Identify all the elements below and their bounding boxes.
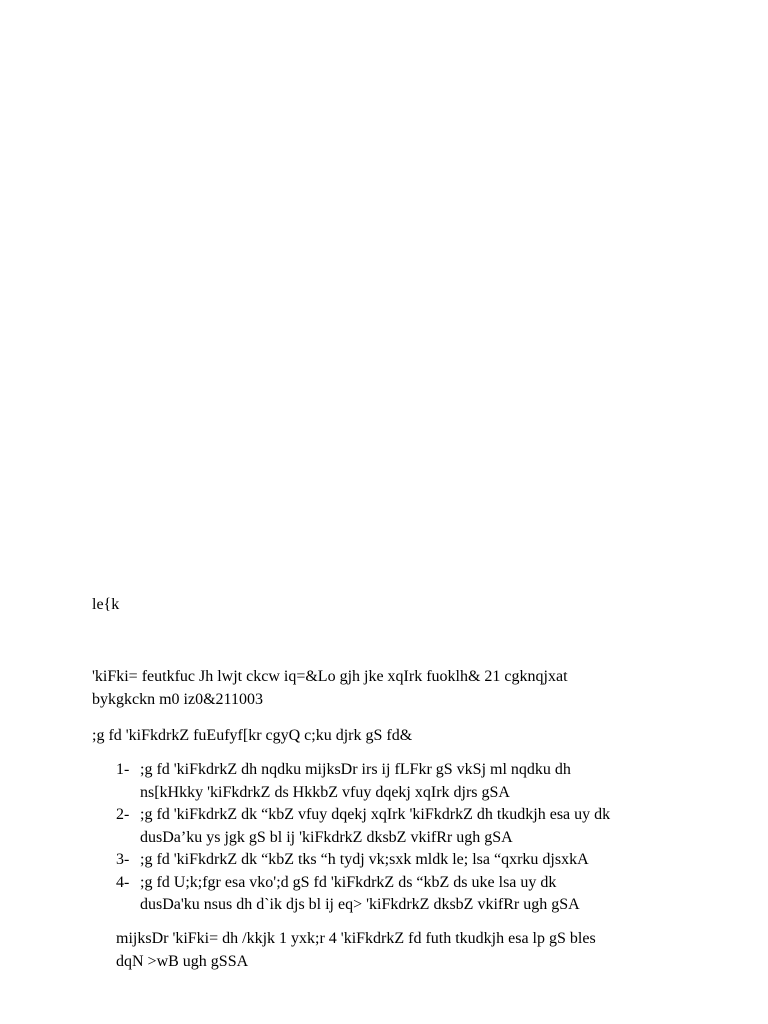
closing-line-2: dqN >wB ugh gSSA [116, 952, 249, 970]
list-item [92, 872, 702, 917]
list-item [92, 804, 702, 849]
list-item-text [140, 804, 702, 849]
closing-paragraph [116, 928, 696, 973]
list-item [92, 759, 702, 804]
list-item-number: 3- [116, 851, 130, 868]
document-heading: le{k [92, 596, 120, 613]
list-item-text [140, 849, 702, 872]
intro-line-2: bykgkckn m0 iz0&211003 [92, 690, 263, 708]
list-item-line-2: dusDa’ku ys jgk gS bl ij 'kiFkdrkZ dksbZ vkifRr ugh gSA [140, 828, 513, 846]
list-item-text [140, 872, 702, 917]
numbered-list [92, 759, 702, 917]
list-item-line-2: ns[kHkky 'kiFkdrkZ ds HkkbZ vfuy dqekj xqIrk djrs gSA [140, 783, 510, 801]
list-item-line-1: ;g fd 'kiFkdrkZ dk “kbZ tks “h tydj vk;sxk mldk le; lsa “qxrku djsxkA [140, 851, 589, 868]
list-item-line-2: dusDa'ku nsus dh d`ik djs bl ij eq> 'kiFkdrkZ dksbZ vkifRr ugh gSA [140, 896, 580, 913]
list-item [92, 849, 702, 872]
list-item-line-1: ;g fd U;k;fgr esa vko';d gS fd 'kiFkdrkZ ds “kbZ ds uke lsa uy dk [140, 873, 557, 891]
intro-paragraph [92, 666, 692, 711]
list-item-number: 1- [116, 761, 130, 778]
list-item-number: 2- [116, 806, 130, 823]
closing-line-1: mijksDr 'kiFki= dh /kkjk 1 yxk;r 4 'kiFkdrkZ fd futh tkudkjh esa lp gS bles [116, 930, 596, 947]
list-item-line-1: ;g fd 'kiFkdrkZ dk “kbZ vfuy dqekj xqIrk 'kiFkdrkZ dh tkudkjh esa uy dk [140, 806, 611, 823]
list-item-line-1: ;g fd 'kiFkdrkZ dh nqdku mijksDr irs ij fLFkr gS vkSj ml nqdku dh [140, 761, 571, 778]
intro-line-1: 'kiFki= feutkfuc Jh lwjt ckcw iq=&Lo gjh jke xqIrk fuoklh& 21 cgknqjxat [92, 668, 568, 685]
list-item-number: 4- [116, 873, 130, 891]
lead-paragraph: ;g fd 'kiFkdrkZ fuEufyf[kr cgyQ c;ku djrk gS fd& [92, 727, 413, 744]
list-item-text [140, 759, 702, 804]
